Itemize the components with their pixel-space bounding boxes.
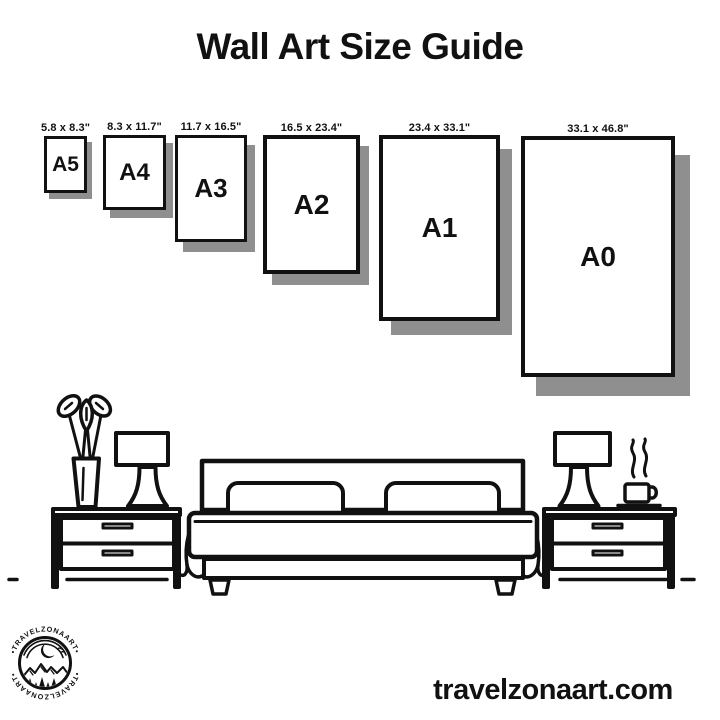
page-title: Wall Art Size Guide — [196, 26, 524, 67]
size-name-label: A4 — [119, 158, 150, 186]
travelzonaart-logo-badge — [3, 621, 87, 705]
logo-inner-circle — [20, 638, 71, 689]
mountains-icon — [21, 664, 71, 679]
coffee-cup-icon — [618, 439, 660, 506]
table-lamp-left-icon — [116, 433, 168, 506]
size-name-label: A3 — [194, 173, 228, 203]
table-lamp-right-icon — [555, 433, 610, 506]
size-frame-a5 — [40, 122, 91, 193]
logo-arc-text-top: •TRAVELZONAART• — [8, 624, 82, 655]
size-frame-a4 — [103, 121, 166, 210]
bedroom-scene-illustration — [0, 385, 720, 600]
size-dimensions-label: 5.8 x 8.3" — [40, 122, 91, 134]
size-frame-a0 — [521, 123, 675, 377]
bed-icon — [179, 461, 546, 594]
logo-arc-text-bottom: •TRAVELZONAART• — [8, 671, 82, 702]
size-dimensions-label: 11.7 x 16.5" — [180, 121, 242, 133]
size-name-label: A1 — [421, 212, 458, 243]
size-frame-a2 — [263, 122, 360, 274]
size-frame-a1 — [379, 122, 500, 321]
vase-with-plant-icon — [54, 392, 114, 507]
size-dimensions-label: 23.4 x 33.1" — [408, 122, 471, 134]
size-frame-a3 — [175, 121, 247, 242]
size-dimensions-label: 8.3 x 11.7" — [107, 121, 162, 133]
size-dimensions-label: 33.1 x 46.8" — [567, 123, 629, 135]
nightstand-left-icon — [53, 509, 180, 587]
size-name-label: A0 — [580, 240, 616, 272]
nightstand-right-icon — [544, 509, 675, 587]
size-dimensions-label: 16.5 x 23.4" — [280, 122, 343, 134]
website-url-text: travelzonaart.com — [433, 674, 673, 706]
size-name-label: A2 — [293, 188, 330, 220]
size-name-label: A5 — [52, 152, 79, 176]
